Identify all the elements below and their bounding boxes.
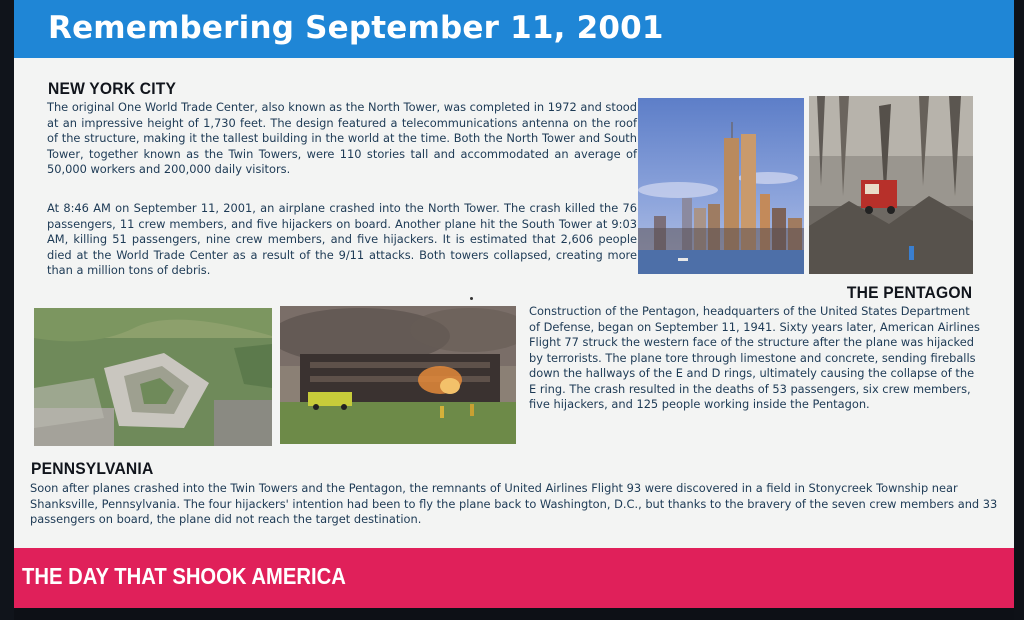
footer-tagline: THE DAY THAT SHOOK AMERICA bbox=[22, 563, 346, 589]
pentagon-fire-photo bbox=[280, 306, 516, 444]
sign-title: Remembering September 11, 2001 bbox=[48, 10, 664, 46]
twin-towers-photo bbox=[638, 98, 804, 274]
footer-band bbox=[14, 548, 1014, 608]
memorial-sign bbox=[14, 0, 1014, 620]
header-band bbox=[14, 0, 1014, 58]
surface-mark bbox=[470, 297, 473, 300]
pentagon-aerial-photo bbox=[34, 308, 272, 446]
pennsylvania-paragraph: Soon after planes crashed into the Twin Towers and the Pentagon, the remnants of United Airlines Flight 93 were discovered in a field in Stonycreek Township near Shanksville, Pennsylvania. The four hijackers' intention had been to fly the plane back to Washington, D.C., but thanks to the bravery of the seven crew members and 33 passengers on board, the plane did not reach the target destination. bbox=[30, 481, 998, 526]
new-york-city-paragraph-2: At 8:46 AM on September 11, 2001, an airplane crashed into the North Tower. The crash killed the 76 passengers, 11 crew members, and five hijackers on board. Another plane hit the South Tower at 9:03 AM, killing 51 passengers, nine crew members, and five hijackers. It is estimated that 2,606 people died at the World Trade Center as a result of the 9/11 attacks. Both towers collapsed, creating more than a million tons of debris. bbox=[47, 201, 637, 277]
pentagon-paragraph: Construction of the Pentagon, headquarters of the United States Department of Defense, began on September 11, 1941. Sixty years later, American Airlines Flight 77 struck the western face of the structure after the plane was hijacked by terrorists. The plane tore through limestone and concrete, sending fireballs down the hallways of the E and D rings, ultimately causing the collapse of the E ring. The crash resulted in the deaths of 53 passengers, six crew members, five hijackers, and 125 people working inside the Pentagon. bbox=[529, 304, 980, 411]
ground-zero-rubble-photo bbox=[809, 96, 973, 274]
section-heading-pentagon: THE PENTAGON bbox=[846, 283, 972, 302]
section-heading-pennsylvania: PENNSYLVANIA bbox=[31, 459, 154, 478]
sign-frame-bottom bbox=[14, 608, 1014, 620]
sign-frame-left bbox=[0, 0, 14, 620]
sign-frame-right bbox=[1014, 0, 1024, 620]
new-york-city-paragraph-1: The original One World Trade Center, also known as the North Tower, was completed in 1972 and stood at an impressive height of 1,730 feet. The design featured a telecommunications antenna on the roof of the structure, making it the tallest building in the world at the time. Both the North Tower and South Tower, together known as the Twin Towers, were 110 stories tall and accommodated an average of 50,000 workers and 200,000 daily visitors. bbox=[47, 100, 637, 176]
section-heading-new-york-city: NEW YORK CITY bbox=[48, 79, 177, 98]
